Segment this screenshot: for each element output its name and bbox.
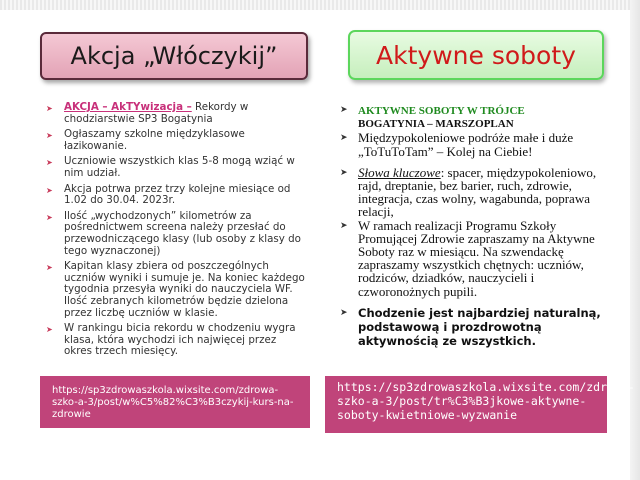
- sub-heading: BOGATYNIA – MARSZOPLAN: [358, 118, 514, 131]
- left-title: Akcja „Włóczykij”: [70, 42, 278, 70]
- left-bullet-list: [44, 102, 306, 362]
- arrow-bullet-icon: ➤: [340, 132, 348, 143]
- list-item: ➤ AKCJA – AkTYwizacja – Rekordy w chodziarstwie SP3 Bogatynia: [46, 101, 249, 125]
- aktywizacja-link[interactable]: AKCJA – AkTYwizacja –: [64, 101, 192, 113]
- top-decor-stripe: [0, 0, 640, 10]
- list-item: ➤ W rankingu bicia rekordu w chodzeniu wygra klasa, która wychodzi ich najwięcej przez okres trzech miesięcy.: [46, 322, 296, 358]
- list-item: ➤ Kapitan klasy zbiera od poszczególnych uczniów wyniki i sumuje je. Na koniec każdego tygodnia przesyła wyniki do nauczyciela WF. Ilość zebranych kilometrów będzie dzielona przez liczbę uczniów w klasie.: [46, 260, 305, 319]
- list-item: ➤ Słowa kluczowe: spacer, międzypokoleniowo, rajd, dreptanie, bez barier, ruch, zdrowie, integracja, czas wolny, wagabunda, poprawa relacji,: [340, 164, 597, 220]
- list-item: ➤ Chodzenie jest najbardziej naturalną, podstawową i prozdrowotną aktywnością ze wszystkich.: [340, 305, 601, 348]
- arrow-bullet-icon: ➤: [46, 158, 53, 168]
- arrow-bullet-icon: ➤: [46, 185, 53, 195]
- list-item: [340, 103, 610, 131]
- list-item: ➤ W ramach realizacji Programu Szkoły Promującej Zdrowie zapraszamy na Aktywne Soboty raz w miesiącu. Na szwendackę zapraszamy wszystkich chętnych: uczniów, rodziców, dziadków, nauczycieli i czworonożnych pupili.: [340, 217, 595, 299]
- list-item: ➤ Ogłaszamy szkolne międzyklasowe łazikowanie.: [46, 128, 245, 152]
- arrow-bullet-icon: ➤: [340, 306, 348, 317]
- right-url[interactable]: https://sp3zdrowaszkola.wixsite.com/zdrowa-szko-a-3/post/tr%C3%B3jkowe-aktywne-soboty-kwietniowe-wyzwanie: [337, 380, 635, 422]
- list-item: ➤ Ilość „wychodzonych” kilometrów za pośrednictwem screena należy przesłać do przewodniczącego klasy (lub osoby z klasy do tego wyznaczonej): [46, 209, 301, 257]
- arrow-bullet-icon: ➤: [340, 166, 348, 177]
- arrow-bullet-icon: ➤: [46, 212, 53, 222]
- list-item: ➤ Akcja potrwa przez trzy kolejne miesiące od 1.02 do 30.04. 2023r.: [46, 182, 291, 207]
- right-title: Aktywne soboty: [376, 40, 576, 70]
- right-edge-decor: [630, 0, 640, 480]
- arrow-bullet-icon: ➤: [340, 104, 348, 114]
- right-bullet-list: [340, 103, 610, 348]
- arrow-bullet-icon: ➤: [340, 219, 348, 230]
- arrow-bullet-icon: ➤: [46, 263, 53, 273]
- right-url-box[interactable]: [325, 376, 635, 433]
- arrow-bullet-icon: ➤: [46, 325, 53, 335]
- left-url-box[interactable]: [40, 376, 310, 428]
- list-item: ➤ Uczniowie wszystkich klas 5-8 mogą wziąć w nim udział.: [46, 155, 295, 179]
- left-url[interactable]: https://sp3zdrowaszkola.wixsite.com/zdrowa-szko-a-3/post/w%C5%82%C3%B3czykij-kurs-na-zdrowie: [52, 385, 294, 420]
- arrow-bullet-icon: ➤: [46, 104, 53, 113]
- right-title-box: [348, 30, 604, 80]
- keywords-label: Słowa kluczowe: [358, 164, 441, 180]
- green-heading: AKTYWNE SOBOTY W TRÓJCE: [358, 105, 525, 117]
- left-title-box: [40, 32, 308, 80]
- list-item: ➤ Międzypokoleniowe podróże małe i duże „ToTuToTam” – Kolej na Ciebie!: [340, 130, 574, 159]
- arrow-bullet-icon: ➤: [46, 131, 53, 141]
